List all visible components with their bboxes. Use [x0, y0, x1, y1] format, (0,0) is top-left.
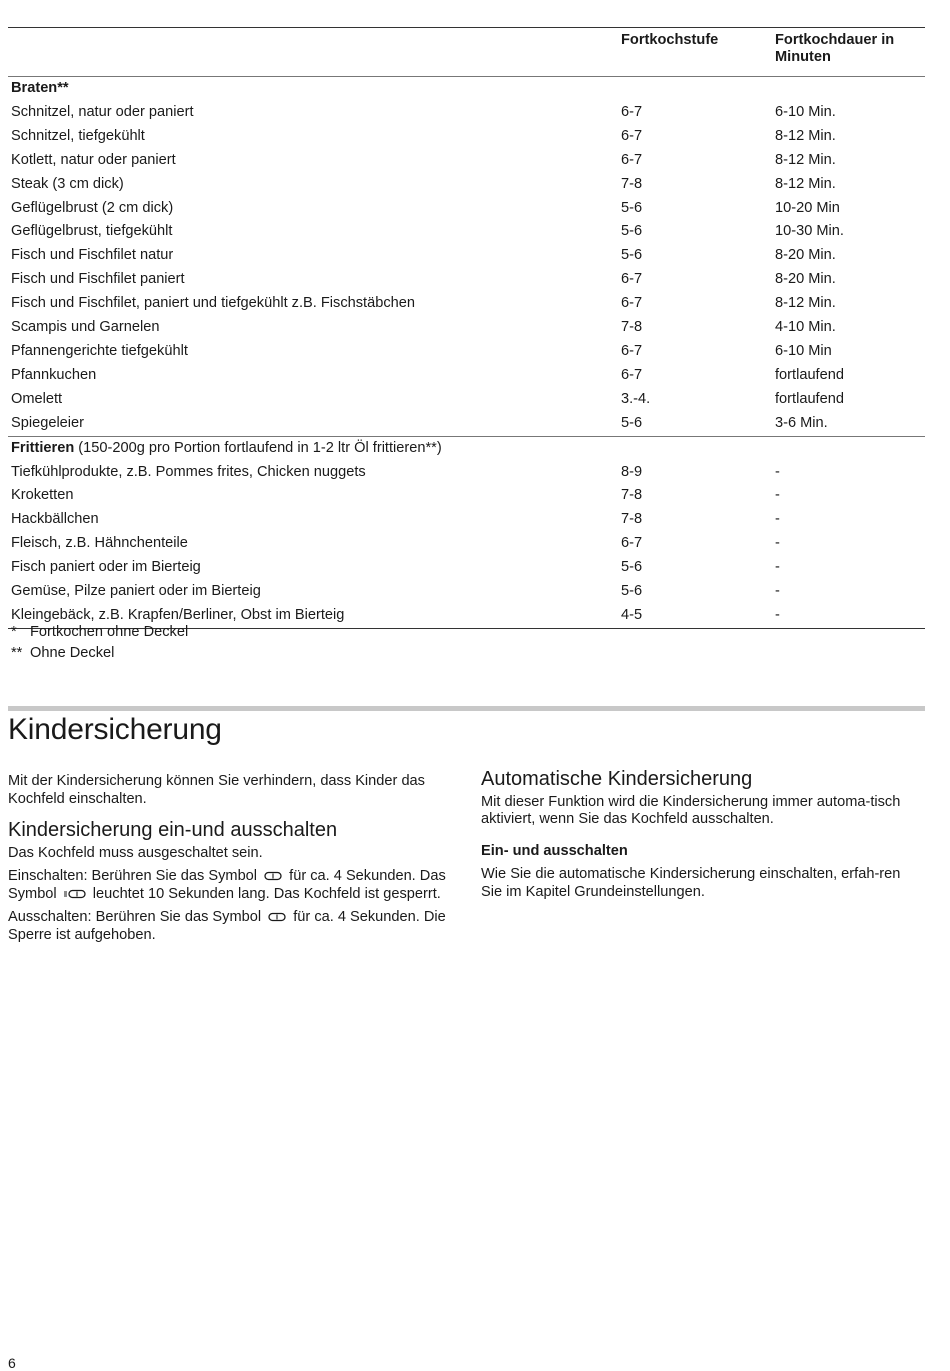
- switch-off-text-a: Ausschalten: Berühren Sie das Symbol: [8, 909, 262, 925]
- cell-level: 5-6: [621, 199, 643, 216]
- cell-duration: fortlaufend: [775, 390, 844, 407]
- cooking-table-container: [8, 27, 925, 629]
- cell-food: Pfannkuchen: [11, 366, 97, 383]
- table-row: [8, 340, 925, 364]
- child-lock-icon: [268, 912, 286, 922]
- cell-level: 6-7: [621, 127, 643, 144]
- precondition-text: Das Kochfeld muss ausgeschaltet sein.: [8, 844, 263, 861]
- table-row: [8, 292, 925, 316]
- table-row: [8, 412, 925, 436]
- cell-food: Fisch und Fischfilet, paniert und tiefgekühlt z.B. Fischstäbchen: [11, 295, 415, 312]
- cell-food: Tiefkühlprodukte, z.B. Pommes frites, Chicken nuggets: [11, 463, 366, 480]
- cell-food: Schnitzel, tiefgekühlt: [11, 127, 145, 144]
- cell-duration: 10-30 Min.: [775, 223, 844, 240]
- cell-level: 5-6: [621, 559, 643, 576]
- cell-food: Spiegeleier: [11, 414, 85, 431]
- auto-lock-text: Mit dieser Funktion wird die Kindersicherung immer automa-tisch aktiviert, wenn Sie das Kochfeld ausschalten.: [481, 793, 901, 827]
- section-header-cell: [8, 436, 925, 460]
- table-row: [8, 508, 925, 532]
- cell-food: Geflügelbrust (2 cm dick): [11, 199, 174, 216]
- cell-level: 7-8: [621, 319, 643, 336]
- cell-level: 8-9: [621, 463, 643, 480]
- cell-level: 6-7: [621, 271, 643, 288]
- cell-food: Pfannengerichte tiefgekühlt: [11, 342, 188, 359]
- table-header-row: [8, 28, 925, 77]
- cell-level: 6-7: [621, 103, 643, 120]
- cell-level: 6-7: [621, 342, 643, 359]
- header-level: Fortkochstufe: [621, 32, 719, 48]
- cell-level: 5-6: [621, 583, 643, 600]
- cell-duration: 8-12 Min.: [775, 151, 836, 168]
- switch-on-text-a: Einschalten: Berühren Sie das Symbol: [8, 868, 258, 884]
- table-row: [8, 461, 925, 485]
- child-lock-icon: [264, 871, 282, 881]
- section-header-note: (150-200g pro Portion fortlaufend in 1-2 ltr Öl frittieren**): [74, 439, 442, 456]
- cell-level: 6-7: [621, 295, 643, 312]
- table-row: [8, 388, 925, 412]
- cell-food: Kleingebäck, z.B. Krapfen/Berliner, Obst im Bierteig: [8, 604, 618, 628]
- cell-duration: -: [775, 583, 780, 600]
- cell-food: Fisch und Fischfilet paniert: [11, 271, 185, 288]
- section-divider: [8, 706, 925, 711]
- table-row: [8, 316, 925, 340]
- table-row: [8, 149, 925, 173]
- footnote-mark: *: [11, 624, 17, 640]
- table-row: [8, 580, 925, 604]
- switch-off-text: [8, 909, 458, 944]
- footnote-mark: **: [11, 644, 23, 661]
- cell-food: Schnitzel, natur oder paniert: [11, 103, 194, 120]
- auto-lock-settings-text: Wie Sie die automatische Kindersicherung einschalten, erfah-ren Sie im Kapitel Grundeinstellungen.: [481, 866, 901, 900]
- section-title: Kindersicherung: [8, 713, 222, 746]
- cell-duration: 3-6 Min.: [775, 414, 828, 431]
- cell-duration: fortlaufend: [775, 366, 844, 383]
- cell-duration: 8-12 Min.: [775, 127, 836, 144]
- cell-food: Kroketten: [11, 487, 74, 504]
- table-body: [8, 77, 925, 629]
- header-food: [8, 28, 618, 77]
- table-row: [8, 101, 925, 125]
- table-row: [8, 244, 925, 268]
- cell-duration: 6-10 Min: [775, 342, 832, 359]
- auto-lock-heading: Automatische Kindersicherung: [481, 768, 753, 790]
- intro-paragraph: Mit der Kindersicherung können Sie verhindern, dass Kinder das Kochfeld einschalten.: [8, 773, 425, 807]
- switch-on-text-c: leuchtet 10 Sekunden lang. Das Kochfeld ist gesperrt.: [92, 885, 441, 902]
- cell-level: 6-7: [621, 366, 643, 383]
- cell-food: Scampis und Garnelen: [11, 319, 160, 336]
- footnote-text: Ohne Deckel: [30, 644, 115, 661]
- cell-food: Fleisch, z.B. Hähnchenteile: [11, 535, 188, 552]
- footnote: [11, 622, 188, 643]
- page-number: 6: [8, 1355, 16, 1371]
- cell-duration: 8-12 Min.: [775, 295, 836, 312]
- cell-duration: -: [775, 487, 780, 504]
- footnote: [11, 643, 188, 664]
- cell-level: 5-6: [621, 247, 643, 264]
- cell-duration: 4-10 Min.: [775, 319, 836, 336]
- cell-level: 7-8: [621, 175, 643, 192]
- cell-food: Geflügelbrust, tiefgekühlt: [11, 223, 173, 240]
- table-row: [8, 268, 925, 292]
- cooking-table: [8, 27, 925, 629]
- cell-duration: 10-20 Min: [775, 199, 840, 216]
- cell-food: Gemüse, Pilze paniert oder im Bierteig: [11, 583, 261, 600]
- switch-on-text-b: für ca. 4 Sekunden. Das Symbol: [8, 868, 446, 902]
- footnote-text: Fortkochen ohne Deckel: [30, 624, 189, 640]
- table-row: [8, 364, 925, 388]
- section-header-title: Braten**: [11, 80, 69, 96]
- table-row: [8, 125, 925, 149]
- cell-food: Fisch paniert oder im Bierteig: [11, 559, 201, 576]
- left-column: [8, 773, 458, 950]
- cell-level: 5-6: [621, 414, 643, 431]
- cell-level: 7-8: [621, 487, 643, 504]
- header-duration: Fortkochdauer in Minuten: [775, 32, 895, 65]
- lock-heading: Kindersicherung ein-und ausschalten: [8, 819, 338, 841]
- cell-duration: -: [772, 604, 925, 628]
- cell-level: 3.-4.: [621, 390, 651, 407]
- cell-level: 7-8: [621, 511, 643, 528]
- cell-duration: -: [775, 511, 780, 528]
- right-column: [481, 768, 921, 907]
- table-row: [8, 220, 925, 244]
- switch-on-text: [8, 868, 458, 903]
- cell-food: Steak (3 cm dick): [11, 175, 124, 192]
- cell-food: Hackbällchen: [11, 511, 99, 528]
- auto-lock-subheading: Ein- und ausschalten: [481, 842, 628, 859]
- cell-level: 5-6: [621, 223, 643, 240]
- cell-food: Fisch und Fischfilet natur: [11, 247, 174, 264]
- table-section-header: [8, 77, 925, 101]
- cell-duration: 8-12 Min.: [775, 175, 836, 192]
- cell-food: Omelett: [11, 390, 63, 407]
- table-row: [8, 532, 925, 556]
- section-header-cell: [8, 77, 925, 101]
- cell-level: 4-5: [618, 604, 772, 628]
- cell-duration: 8-20 Min.: [775, 247, 836, 264]
- cell-level: 6-7: [621, 535, 643, 552]
- cell-duration: -: [775, 463, 780, 480]
- switch-off-text-b: für ca. 4 Sekunden. Die Sperre ist aufgehoben.: [8, 909, 446, 943]
- section-header-title: Frittieren: [11, 439, 75, 456]
- table-row: [8, 484, 925, 508]
- footnotes: [11, 622, 188, 663]
- cell-level: 6-7: [621, 151, 643, 168]
- cell-duration: -: [775, 559, 780, 576]
- cell-duration: 8-20 Min.: [775, 271, 836, 288]
- child-lock-lit-icon: [64, 889, 86, 899]
- table-row: [8, 556, 925, 580]
- cell-food: Kotlett, natur oder paniert: [11, 151, 176, 168]
- table-row: [8, 197, 925, 221]
- table-row: [8, 173, 925, 197]
- cell-duration: -: [775, 535, 780, 552]
- cell-duration: 6-10 Min.: [775, 103, 836, 120]
- table-section-header: [8, 436, 925, 460]
